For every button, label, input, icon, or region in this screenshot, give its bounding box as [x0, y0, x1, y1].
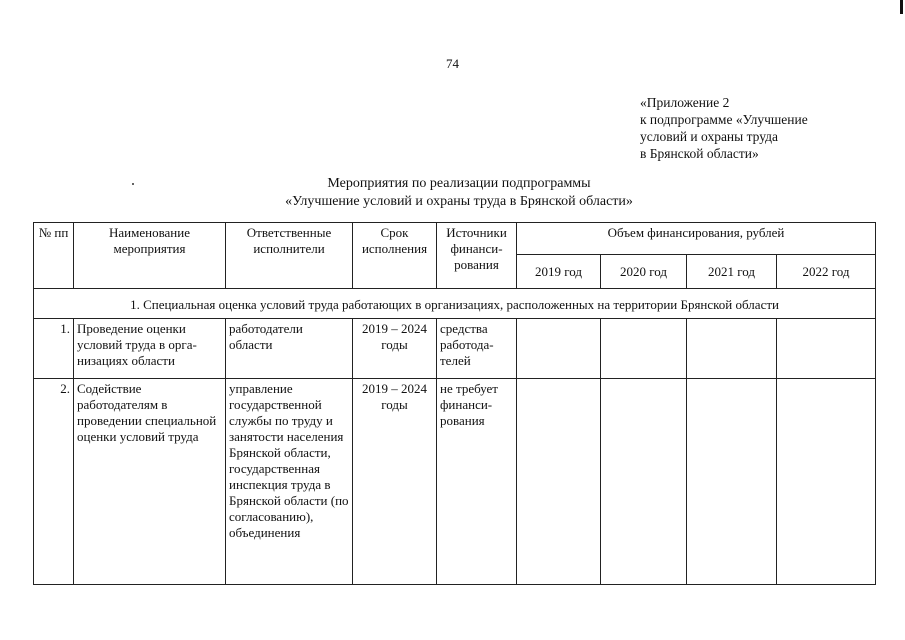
header-funding: Объем финансирования, рублей	[517, 223, 876, 255]
row-num: 2.	[34, 379, 74, 585]
row-funding-cell	[517, 379, 601, 585]
row-funding-cell	[601, 319, 687, 379]
appendix-note	[640, 94, 808, 162]
row-name: Содействие работодателям в проведении специальной оценки условий труда	[74, 379, 226, 585]
row-funding-cell	[687, 379, 777, 585]
row-term: 2019 – 2024 годы	[353, 379, 437, 585]
row-sources: средства работода-телей	[437, 319, 517, 379]
row-executors: работодатели области	[226, 319, 353, 379]
appendix-line: условий и охраны труда	[640, 129, 778, 144]
appendix-line: к подпрограмме «Улучшение	[640, 112, 808, 127]
appendix-line: в Брянской области»	[640, 146, 759, 161]
row-funding-cell	[601, 379, 687, 585]
table-row	[34, 319, 876, 379]
page-number: 74	[446, 56, 459, 71]
section-row	[34, 289, 876, 319]
row-num: 1.	[34, 319, 74, 379]
appendix-line: «Приложение 2	[640, 95, 730, 110]
title-line-1: Мероприятия по реализации подпрограммы	[327, 176, 591, 191]
row-executors: управление государственной службы по труду и занятости населения Брянской области, государственная инспекция труда в Брянской области (по согласованию), объединения	[226, 379, 353, 585]
row-funding-cell	[777, 319, 876, 379]
header-name: Наименование мероприятия	[74, 223, 226, 289]
row-term: 2019 – 2024 годы	[353, 319, 437, 379]
row-funding-cell	[687, 319, 777, 379]
header-term: Срок исполнения	[353, 223, 437, 289]
header-year: 2021 год	[687, 255, 777, 289]
row-funding-cell	[777, 379, 876, 585]
title-line-2: «Улучшение условий и охраны труда в Брянской области»	[285, 194, 633, 209]
header-year: 2020 год	[601, 255, 687, 289]
row-sources: не требует финанси-рования	[437, 379, 517, 585]
document-title	[0, 175, 905, 211]
measures-table	[33, 222, 876, 585]
header-year: 2022 год	[777, 255, 876, 289]
header-executors: Ответственные исполнители	[226, 223, 353, 289]
table-header-row	[34, 223, 876, 255]
edge-mark	[900, 0, 903, 14]
table-row	[34, 379, 876, 585]
section-title: 1. Специальная оценка условий труда работающих в организациях, расположенных на территории Брянской области	[34, 289, 876, 319]
header-year: 2019 год	[517, 255, 601, 289]
header-sources: Источники финанси-рования	[437, 223, 517, 289]
row-funding-cell	[517, 319, 601, 379]
header-num: № пп	[34, 223, 74, 289]
row-name: Проведение оценки условий труда в орга-низациях области	[74, 319, 226, 379]
